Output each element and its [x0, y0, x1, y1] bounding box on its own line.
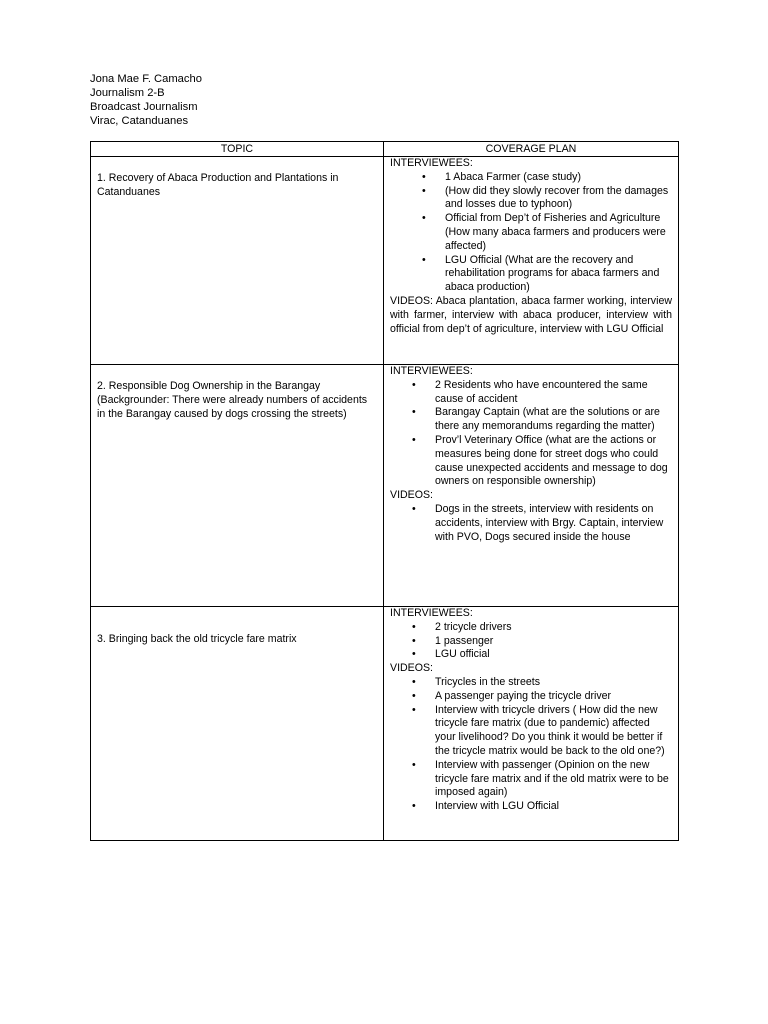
coverage-plan-cell [384, 607, 679, 841]
list-item: • Prov’l Veterinary Office (what are the actions or measures being done for street dogs who could cause unexpected accidents and message to dog owners on responsible ownership) [390, 434, 672, 489]
list-item: • 2 tricycle drivers [390, 621, 672, 635]
location-label: Virac, Catanduanes [90, 115, 189, 127]
interviewees-list [390, 621, 672, 662]
column-header-coverage-plan: COVERAGE PLAN [384, 142, 679, 157]
list-item: • 2 Residents who have encountered the same cause of accident [390, 379, 672, 407]
list-item: • 1 Abaca Farmer (case study) [390, 171, 672, 185]
topic-text: 2. Responsible Dog Ownership in the Barangay (Backgrounder: There were already numbers of accidents in the Barangay caused by dogs crossing the streets) [97, 380, 368, 420]
videos-list [390, 503, 672, 544]
coverage-plan-table [90, 141, 679, 841]
videos-paragraph: VIDEOS: Abaca plantation, abaca farmer working, interview with farmer, interview with abaca producer, interview with official from dep’t of agriculture, interview with LGU Official [390, 294, 672, 335]
list-item: • Barangay Captain (what are the solutions or are there any memorandums regarding the matter) [390, 406, 672, 434]
list-item: • LGU Official (What are the recovery and rehabilitation programs for abaca farmers and abaca production) [390, 254, 672, 295]
subject-label: Broadcast Journalism [90, 101, 198, 113]
topic-text: 3. Bringing back the old tricycle fare matrix [97, 633, 297, 645]
list-item: • LGU official [390, 648, 672, 662]
list-item: • Tricycles in the streets [390, 676, 672, 690]
interviewees-label: INTERVIEWEES: [390, 157, 473, 169]
list-item: • Interview with passenger (Opinion on the new tricycle fare matrix and if the old matrix were to be imposed again) [390, 759, 672, 800]
interviewees-label: INTERVIEWEES: [390, 365, 473, 377]
topic-cell [91, 157, 384, 365]
topic-text: 1. Recovery of Abaca Production and Plantations in Catanduanes [97, 172, 339, 198]
column-header-topic: TOPIC [91, 142, 384, 157]
list-item: • 1 passenger [390, 635, 672, 649]
topic-cell [91, 365, 384, 607]
videos-label: VIDEOS: [390, 489, 433, 502]
videos-list [390, 676, 672, 814]
course-label: Journalism 2-B [90, 87, 165, 99]
list-item: • Official from Dep’t of Fisheries and Agriculture (How many abaca farmers and producers were affected) [390, 212, 672, 253]
list-item: • Dogs in the streets, interview with residents on accidents, interview with Brgy. Captain, interview with PVO, Dogs secured inside the house [390, 503, 672, 544]
topic-cell [91, 607, 384, 841]
table-row [91, 157, 679, 365]
list-item: • (How did they slowly recover from the damages and losses due to typhoon) [390, 185, 672, 213]
list-item: • Interview with LGU Official [390, 800, 672, 814]
list-item: • Interview with tricycle drivers ( How did the new tricycle fare matrix (due to pandemic) affected your livelihood? Do you think it would be better if the tricycle matrix would be back to the old one?) [390, 704, 672, 759]
document-header [90, 72, 202, 128]
table-row [91, 607, 679, 841]
interviewees-label: INTERVIEWEES: [390, 607, 473, 619]
interviewees-list [390, 171, 672, 295]
coverage-plan-cell [384, 365, 679, 607]
coverage-plan-cell [384, 157, 679, 365]
table-row [91, 365, 679, 607]
list-item: • A passenger paying the tricycle driver [390, 690, 672, 704]
videos-label: VIDEOS: [390, 662, 433, 675]
table-header-row [91, 142, 679, 157]
author-name: Jona Mae F. Camacho [90, 73, 202, 85]
interviewees-list [390, 379, 672, 489]
